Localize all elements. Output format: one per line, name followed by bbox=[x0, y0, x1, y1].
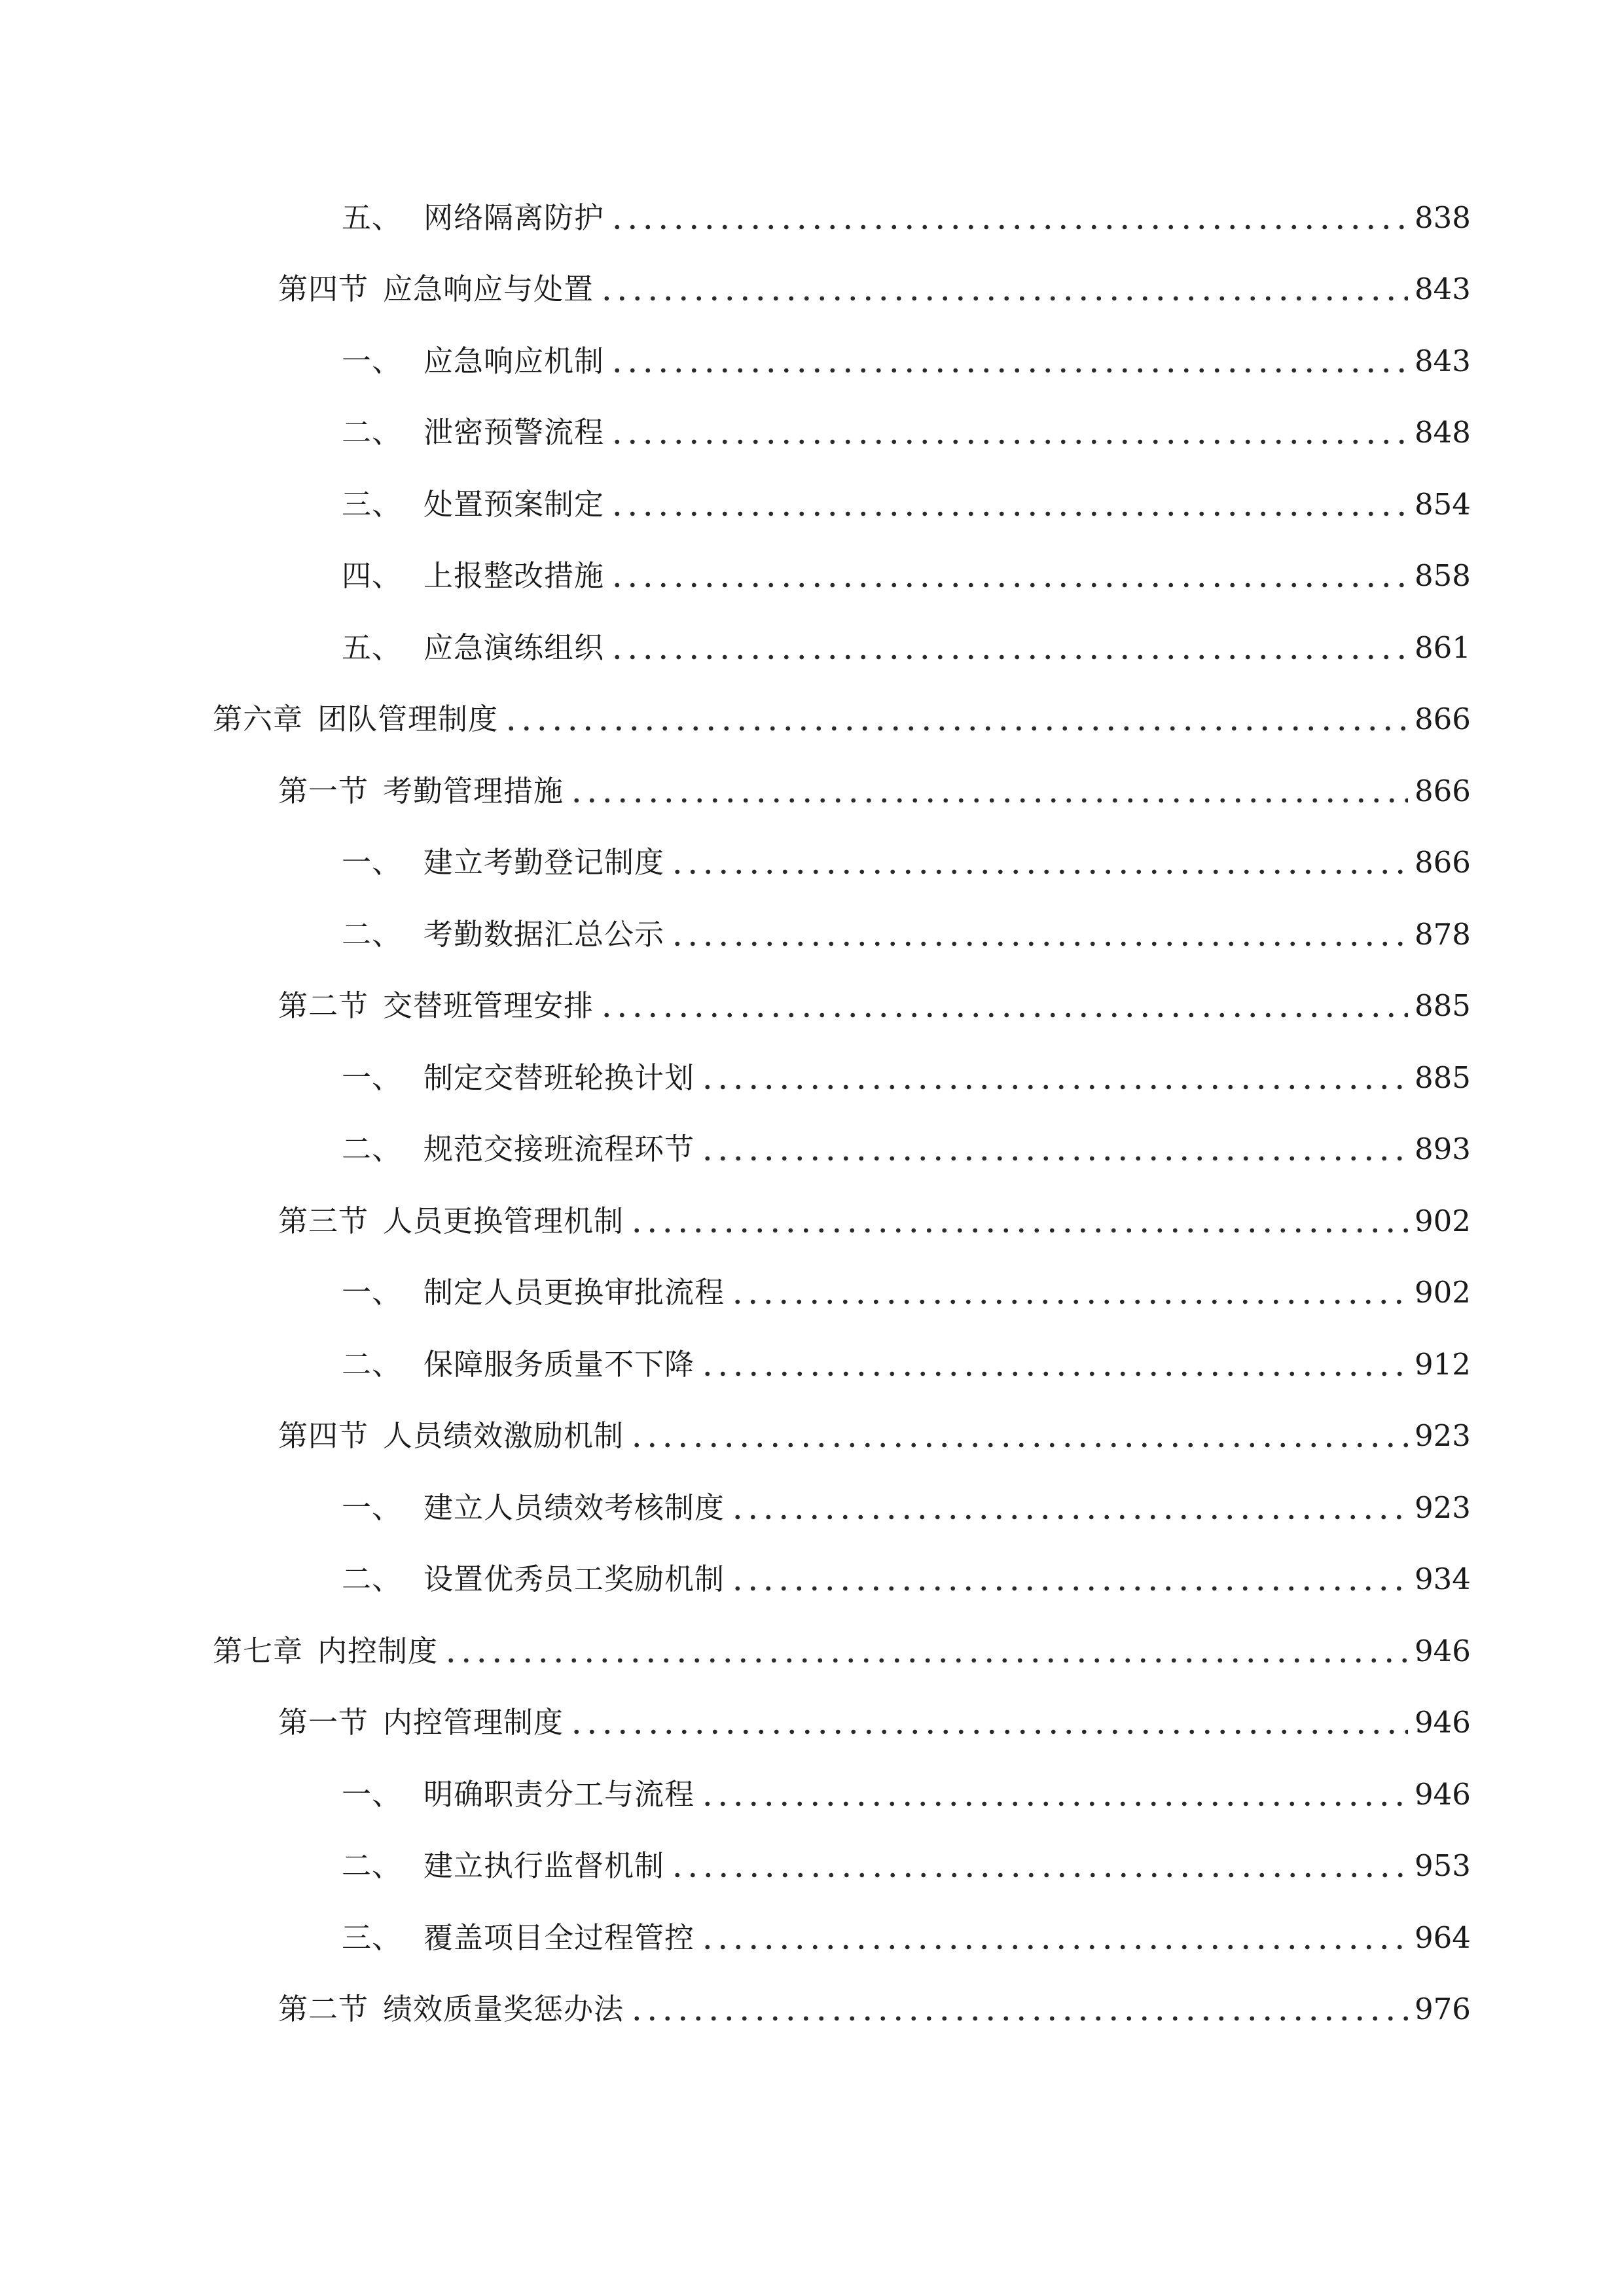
toc-entry-number: 第二节 bbox=[278, 1992, 369, 2027]
toc-entry-label bbox=[342, 413, 604, 452]
toc-entry-title: 交替班管理安排 bbox=[383, 988, 594, 1024]
toc-entry-number: 三、 bbox=[342, 1920, 403, 1955]
dot-leader bbox=[670, 1846, 1408, 1886]
toc-entry[interactable] bbox=[0, 684, 1624, 756]
dot-leader bbox=[700, 1345, 1408, 1384]
toc-entry-label bbox=[342, 1488, 725, 1528]
toc-entry-label bbox=[213, 1632, 438, 1671]
toc-entry[interactable] bbox=[0, 1544, 1624, 1616]
toc-entry-title: 团队管理制度 bbox=[317, 702, 499, 737]
toc-entry-title: 上报整改措施 bbox=[424, 558, 605, 594]
toc-entry-number: 一、 bbox=[342, 1490, 403, 1525]
toc-entry-page: 946 bbox=[1415, 1633, 1471, 1668]
dot-leader bbox=[443, 1632, 1408, 1671]
dot-leader bbox=[629, 1202, 1408, 1241]
toc-entry-page: 885 bbox=[1415, 988, 1471, 1024]
toc-entry-page: 843 bbox=[1415, 272, 1471, 307]
toc-entry-number: 第一节 bbox=[278, 773, 369, 808]
toc-entry-label bbox=[342, 1273, 725, 1312]
toc-entry-page: 866 bbox=[1415, 845, 1471, 880]
toc-entry-number: 第一节 bbox=[278, 1705, 369, 1740]
toc-entry-page: 912 bbox=[1415, 1346, 1471, 1382]
toc-entry-label bbox=[342, 1058, 695, 1098]
dot-leader bbox=[569, 1703, 1408, 1742]
toc-entry-label bbox=[342, 485, 604, 524]
toc-entry-title: 建立考勤登记制度 bbox=[424, 845, 665, 880]
toc-entry-title: 人员更换管理机制 bbox=[383, 1203, 624, 1238]
toc-entry-number: 二、 bbox=[342, 1848, 403, 1884]
toc-entry[interactable] bbox=[0, 612, 1624, 684]
toc-entry-number: 第七章 bbox=[213, 1633, 304, 1668]
toc-entry-title: 泄密预警流程 bbox=[424, 415, 605, 450]
dot-leader bbox=[700, 1058, 1408, 1098]
toc-entry[interactable] bbox=[0, 325, 1624, 397]
toc-entry[interactable] bbox=[0, 1759, 1624, 1831]
toc-entry-page: 861 bbox=[1415, 630, 1471, 665]
toc-entry-number: 四、 bbox=[342, 558, 403, 594]
toc-entry-title: 覆盖项目全过程管控 bbox=[424, 1920, 695, 1955]
toc-entry-page: 866 bbox=[1415, 702, 1471, 737]
toc-entry-label bbox=[342, 1345, 695, 1384]
toc-entry[interactable] bbox=[0, 827, 1624, 899]
dot-leader bbox=[730, 1560, 1408, 1599]
toc-entry-label bbox=[342, 1130, 695, 1169]
toc-entry-number: 二、 bbox=[342, 415, 403, 450]
toc-entry-label bbox=[213, 700, 498, 739]
toc-entry-number: 五、 bbox=[342, 200, 403, 235]
dot-leader bbox=[670, 843, 1408, 882]
table-of-contents bbox=[0, 182, 1624, 2045]
dot-leader bbox=[700, 1130, 1408, 1169]
toc-entry-page: 923 bbox=[1415, 1490, 1471, 1525]
dot-leader bbox=[629, 1990, 1408, 2029]
toc-entry-page: 953 bbox=[1415, 1848, 1471, 1884]
dot-leader bbox=[700, 1918, 1408, 1958]
toc-entry-label bbox=[278, 1202, 624, 1241]
toc-entry-page: 946 bbox=[1415, 1776, 1471, 1812]
toc-entry-title: 内控制度 bbox=[317, 1633, 439, 1668]
toc-entry-page: 838 bbox=[1415, 200, 1471, 235]
toc-entry[interactable] bbox=[0, 541, 1624, 613]
toc-entry[interactable] bbox=[0, 1472, 1624, 1544]
toc-entry[interactable] bbox=[0, 1042, 1624, 1114]
toc-entry-label bbox=[342, 843, 664, 882]
toc-entry[interactable] bbox=[0, 1902, 1624, 1974]
toc-entry-number: 五、 bbox=[342, 630, 403, 665]
toc-entry-title: 考勤数据汇总公示 bbox=[424, 916, 665, 952]
dot-leader bbox=[599, 270, 1408, 309]
toc-entry-number: 一、 bbox=[342, 1060, 403, 1095]
toc-entry-title: 设置优秀员工奖励机制 bbox=[424, 1562, 725, 1597]
toc-entry-page: 934 bbox=[1415, 1562, 1471, 1597]
toc-entry-title: 保障服务质量不下降 bbox=[424, 1346, 695, 1382]
toc-entry-number: 第四节 bbox=[278, 272, 369, 307]
dot-leader bbox=[609, 198, 1408, 238]
toc-entry-label bbox=[278, 1990, 624, 2029]
toc-entry-title: 规范交接班流程环节 bbox=[424, 1132, 695, 1167]
dot-leader bbox=[609, 556, 1408, 596]
toc-entry-page: 902 bbox=[1415, 1275, 1471, 1310]
toc-entry-page: 843 bbox=[1415, 343, 1471, 378]
toc-entry-title: 制定人员更换审批流程 bbox=[424, 1275, 725, 1310]
toc-entry[interactable] bbox=[0, 1831, 1624, 1903]
toc-entry-page: 854 bbox=[1415, 486, 1471, 522]
toc-entry-number: 一、 bbox=[342, 343, 403, 378]
toc-entry[interactable] bbox=[0, 469, 1624, 541]
toc-entry-label bbox=[278, 772, 564, 811]
toc-entry[interactable] bbox=[0, 971, 1624, 1043]
dot-leader bbox=[609, 413, 1408, 452]
dot-leader bbox=[609, 485, 1408, 524]
toc-entry-label bbox=[342, 342, 604, 381]
toc-entry-title: 应急响应机制 bbox=[424, 343, 605, 378]
toc-entry-title: 网络隔离防护 bbox=[424, 200, 605, 235]
toc-entry-label bbox=[342, 1846, 664, 1886]
toc-entry-number: 二、 bbox=[342, 1346, 403, 1382]
toc-entry-label bbox=[342, 1918, 695, 1958]
toc-entry-page: 885 bbox=[1415, 1060, 1471, 1095]
toc-entry-title: 应急响应与处置 bbox=[383, 272, 594, 307]
toc-entry[interactable] bbox=[0, 1687, 1624, 1759]
toc-entry-number: 一、 bbox=[342, 845, 403, 880]
toc-entry-page: 878 bbox=[1415, 916, 1471, 952]
toc-entry-page: 858 bbox=[1415, 558, 1471, 594]
toc-entry-page: 923 bbox=[1415, 1418, 1471, 1454]
dot-leader bbox=[599, 986, 1408, 1026]
toc-entry-number: 一、 bbox=[342, 1776, 403, 1812]
toc-entry-title: 人员绩效激励机制 bbox=[383, 1418, 624, 1454]
toc-entry-title: 制定交替班轮换计划 bbox=[424, 1060, 695, 1095]
toc-entry[interactable] bbox=[0, 254, 1624, 326]
toc-entry-label bbox=[342, 556, 604, 596]
toc-entry-label bbox=[278, 1416, 624, 1456]
toc-entry[interactable] bbox=[0, 1257, 1624, 1329]
toc-entry-number: 第三节 bbox=[278, 1203, 369, 1238]
toc-entry-page: 946 bbox=[1415, 1705, 1471, 1740]
dot-leader bbox=[609, 342, 1408, 381]
toc-entry-label bbox=[278, 1703, 564, 1742]
toc-entry-number: 三、 bbox=[342, 486, 403, 522]
toc-entry-title: 处置预案制定 bbox=[424, 486, 605, 522]
toc-entry[interactable] bbox=[0, 397, 1624, 469]
dot-leader bbox=[569, 772, 1408, 811]
toc-entry[interactable] bbox=[0, 1615, 1624, 1687]
toc-entry-page: 902 bbox=[1415, 1203, 1471, 1238]
toc-entry-label bbox=[278, 986, 594, 1026]
toc-entry[interactable] bbox=[0, 899, 1624, 971]
toc-entry[interactable] bbox=[0, 182, 1624, 254]
dot-leader bbox=[730, 1488, 1408, 1528]
toc-entry[interactable] bbox=[0, 1974, 1624, 2046]
toc-entry-number: 二、 bbox=[342, 1132, 403, 1167]
toc-entry-number: 二、 bbox=[342, 1562, 403, 1597]
toc-entry-page: 964 bbox=[1415, 1920, 1471, 1955]
toc-entry-page: 976 bbox=[1415, 1992, 1471, 2027]
toc-entry[interactable] bbox=[0, 1114, 1624, 1186]
toc-entry-number: 第六章 bbox=[213, 702, 304, 737]
dot-leader bbox=[503, 700, 1408, 739]
toc-entry-label bbox=[342, 628, 604, 668]
toc-entry[interactable] bbox=[0, 1329, 1624, 1401]
toc-entry-title: 内控管理制度 bbox=[383, 1705, 564, 1740]
dot-leader bbox=[609, 628, 1408, 668]
toc-entry-label bbox=[342, 915, 664, 954]
toc-entry-number: 二、 bbox=[342, 916, 403, 952]
toc-entry-page: 893 bbox=[1415, 1132, 1471, 1167]
dot-leader bbox=[700, 1775, 1408, 1814]
toc-entry-title: 建立人员绩效考核制度 bbox=[424, 1490, 725, 1525]
toc-entry-title: 绩效质量奖惩办法 bbox=[383, 1992, 624, 2027]
toc-entry-number: 第二节 bbox=[278, 988, 369, 1024]
toc-entry[interactable] bbox=[0, 1185, 1624, 1257]
toc-entry-label bbox=[342, 198, 604, 238]
toc-entry-title: 应急演练组织 bbox=[424, 630, 605, 665]
toc-entry-page: 866 bbox=[1415, 773, 1471, 808]
toc-entry-label bbox=[278, 270, 594, 309]
toc-entry[interactable] bbox=[0, 1401, 1624, 1473]
toc-entry-title: 明确职责分工与流程 bbox=[424, 1776, 695, 1812]
toc-entry-number: 一、 bbox=[342, 1275, 403, 1310]
toc-entry-title: 建立执行监督机制 bbox=[424, 1848, 665, 1884]
dot-leader bbox=[629, 1416, 1408, 1456]
toc-entry[interactable] bbox=[0, 755, 1624, 827]
toc-entry-page: 848 bbox=[1415, 415, 1471, 450]
toc-entry-number: 第四节 bbox=[278, 1418, 369, 1454]
toc-entry-label bbox=[342, 1775, 695, 1814]
toc-entry-title: 考勤管理措施 bbox=[383, 773, 564, 808]
dot-leader bbox=[730, 1273, 1408, 1312]
toc-entry-label bbox=[342, 1560, 725, 1599]
dot-leader bbox=[670, 915, 1408, 954]
